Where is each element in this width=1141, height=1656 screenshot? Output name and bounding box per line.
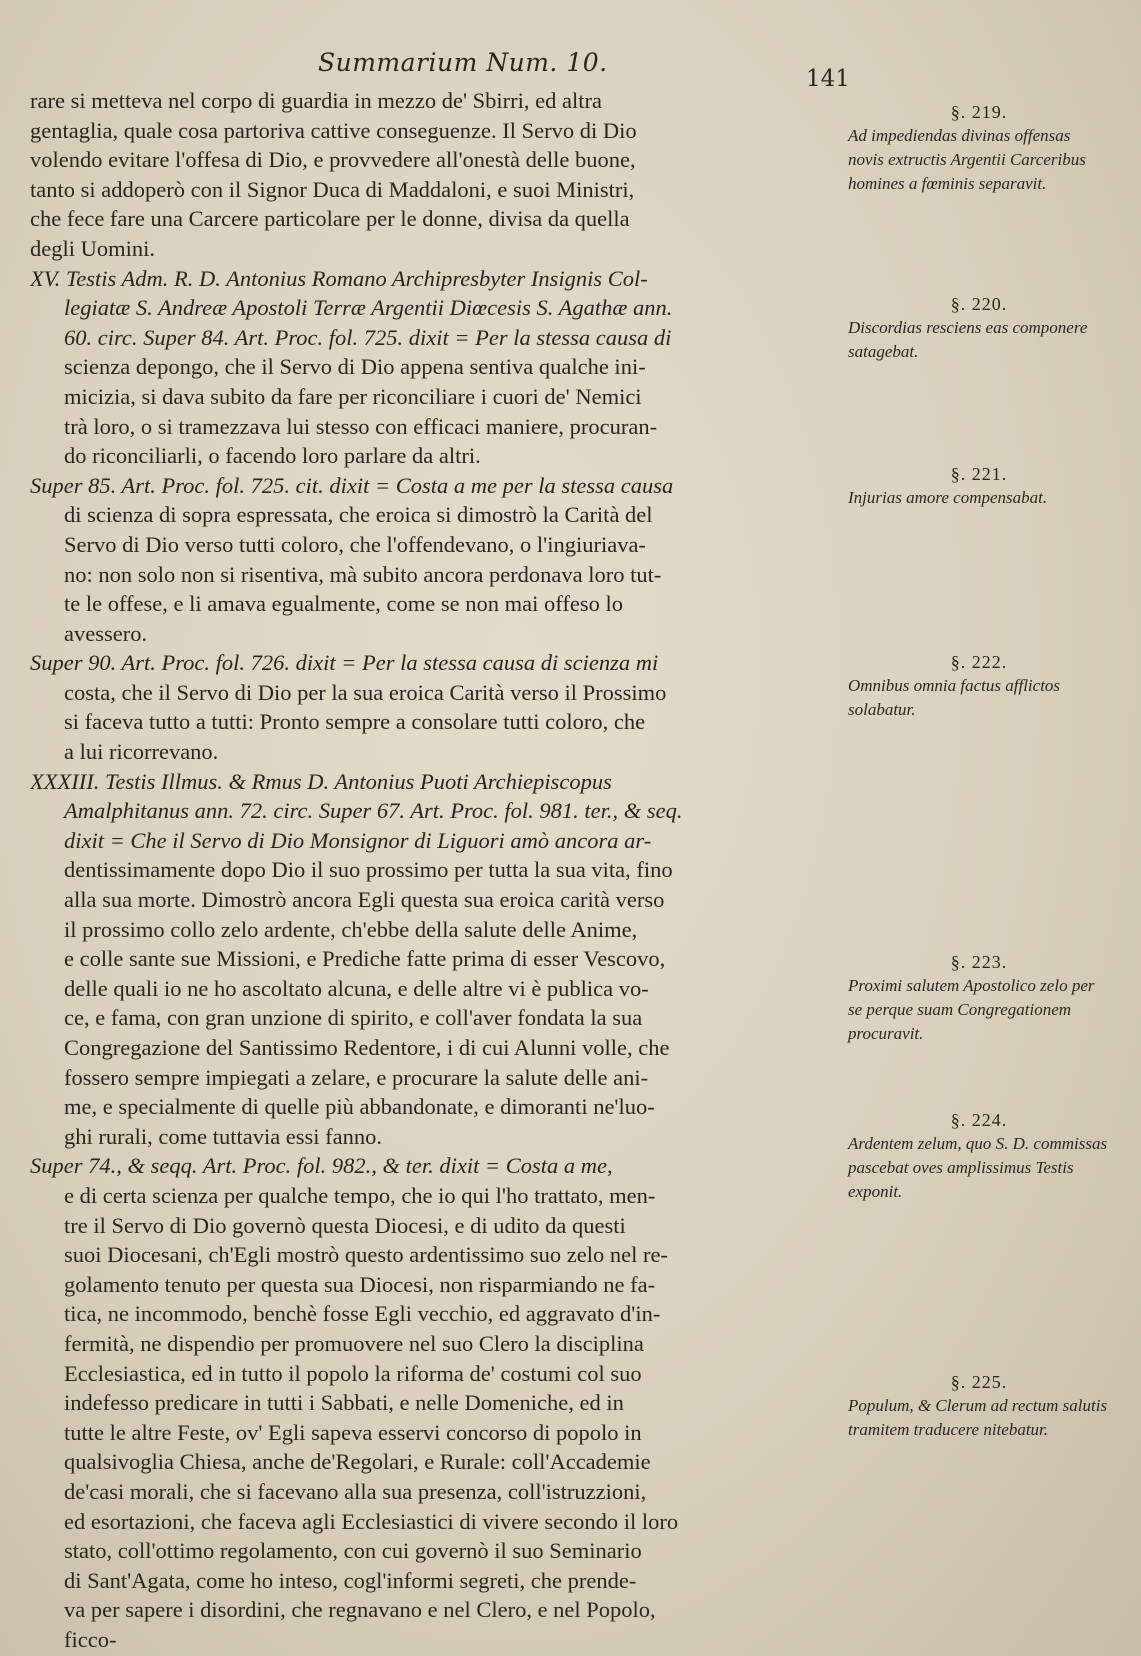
marginal-note — [848, 100, 1110, 196]
text-line: volendo evitare l'offesa di Dio, e provvedere all'onestà delle buone, — [30, 147, 636, 173]
text-line: Super 74., & seqq. Art. Proc. fol. 982., & ter. dixit = Costa a me, — [30, 1153, 613, 1179]
text-line: me, e specialmente di quelle più abbandonate, e dimoranti ne'luo- — [64, 1094, 655, 1120]
text-line: do riconciliarli, o facendo loro parlare da altri. — [64, 443, 481, 469]
text-line: tanto si addoperò con il Signor Duca di Maddaloni, e suoi Ministri, — [30, 176, 635, 202]
text-line: gentaglia, quale cosa partoriva cattive conseguenze. Il Servo di Dio — [30, 117, 637, 143]
marginal-note — [848, 1370, 1110, 1442]
text-line: avessero. — [64, 620, 148, 646]
text-line: e colle sante sue Missioni, e Prediche fatte prima di esser Vescovo, — [64, 946, 666, 972]
section-number: §. 225. — [950, 1372, 1008, 1392]
section-number: §. 219. — [950, 102, 1008, 122]
text-line: tre il Servo di Dio governò questa Diocesi, e di udito da questi — [64, 1212, 626, 1238]
text-line: di scienza di sopra espressata, che eroica si dimostrò la Carità del — [64, 502, 653, 528]
page-number: 141 — [806, 66, 850, 92]
text-line: che fece fare una Carcere particolare per le donne, divisa da quella — [30, 206, 630, 232]
note-text: Populum, & Clerum ad rectum salutis tramitem traducere nitebatur. — [848, 1396, 1108, 1439]
note-text: Injurias amore compensabat. — [848, 488, 1048, 507]
marginal-note — [848, 292, 1110, 364]
section-number: §. 221. — [950, 464, 1008, 484]
text-line: Super 85. Art. Proc. fol. 725. cit. dixit = Costa a me per la stessa causa — [30, 472, 674, 498]
text-line: micizia, si dava subito da fare per riconciliare i cuori de' Nemici — [64, 383, 642, 409]
text-line: rare si metteva nel corpo di guardia in mezzo de' Sbirri, ed altra — [30, 88, 602, 113]
note-text: Discordias resciens eas componere satagebat. — [848, 318, 1088, 361]
main-text-column — [30, 86, 848, 1654]
text-line: delle quali io ne ho ascoltato alcuna, e delle altre vi è publica vo- — [64, 975, 649, 1001]
text-line: trà loro, o si tramezzava lui stesso con efficaci maniere, procuran- — [64, 413, 658, 439]
text-line: Servo di Dio verso tutti coloro, che l'offendevano, o l'ingiuriava- — [64, 531, 646, 557]
text-line: XV. Testis Adm. R. D. Antonius Romano Archipresbyter Insignis Col- — [30, 265, 648, 291]
section-number: §. 220. — [950, 294, 1008, 314]
section-number: §. 223. — [950, 952, 1008, 972]
text-line: tica, ne incommodo, benchè fosse Egli vecchio, ed aggravato d'in- — [64, 1301, 661, 1327]
text-line: il prossimo collo zelo ardente, ch'ebbe della salute delle Anime, — [64, 916, 638, 942]
text-line: costa, che il Servo di Dio per la sua eroica Carità verso il Prossimo — [64, 679, 667, 705]
text-line: a lui ricorrevano. — [64, 739, 219, 765]
text-line: di Sant'Agata, come ho inteso, cogl'informi segreti, che prende- — [64, 1567, 637, 1593]
marginal-note — [848, 950, 1110, 1046]
text-line: alla sua morte. Dimostrò ancora Egli questa sua eroica carità verso — [64, 887, 665, 913]
text-line: Ecclesiastica, ed in tutto il popolo la riforma de' costumi col suo — [64, 1360, 642, 1386]
text-line: e di certa scienza per qualche tempo, che io qui l'ho trattato, men- — [64, 1182, 656, 1208]
text-line: qualsivoglia Chiesa, anche de'Regolari, e Rurale: coll'Accademie — [64, 1449, 651, 1475]
text-line: scienza depongo, che il Servo di Dio appena sentiva qualche ini- — [64, 354, 646, 380]
text-line: va per sapere i disordini, che regnavano e nel Clero, e nel Popolo, — [64, 1597, 656, 1623]
text-line: fermità, ne dispendio per promuovere nel suo Clero la disciplina — [64, 1330, 644, 1356]
note-text: Ardentem zelum, quo S. D. commissas pascebat oves amplissimus Testis exponit. — [848, 1134, 1108, 1201]
text-line: tutte le altre Feste, ov' Egli sapeva esservi concorso di popolo in — [64, 1419, 642, 1445]
text-line: legiatæ S. Andreæ Apostoli Terræ Argentii Diœcesis S. Agathæ ann. — [64, 295, 673, 321]
text-line: suoi Diocesani, ch'Egli mostrò questo ardentissimo suo zelo nel re- — [64, 1242, 668, 1268]
section-number: §. 222. — [950, 652, 1008, 672]
note-text: Omnibus omnia factus afflictos solabatur. — [848, 676, 1061, 719]
text-line: Amalphitanus ann. 72. circ. Super 67. Art. Proc. fol. 981. ter., & seq. — [64, 798, 683, 824]
section-number: §. 224. — [950, 1110, 1008, 1130]
text-line: ce, e fama, con gran unzione di spirito, e coll'aver fondata la sua — [64, 1005, 643, 1031]
text-line: stato, coll'ottimo regolamento, con cui governò il suo Seminario — [64, 1538, 642, 1564]
text-line: ed esortazioni, che faceva agli Ecclesiastici di vivere secondo il loro — [64, 1508, 679, 1534]
marginal-note — [848, 1108, 1110, 1204]
page-header — [0, 48, 1141, 92]
text-line: golamento tenuto per questa sua Diocesi, non risparmiando ne fa- — [64, 1271, 656, 1297]
text-line: ficco- — [64, 1626, 117, 1652]
running-title: Summarium Num. 10. — [318, 48, 608, 77]
text-line: fossero sempre impiegati a zelare, e procurare la salute delle ani- — [64, 1064, 649, 1090]
note-text: Ad impediendas divinas offensas novis extructis Argentii Carceribus homines a fœminis separavit. — [848, 126, 1086, 193]
text-line: indefesso predicare in tutti i Sabbati, e nelle Domeniche, ed in — [64, 1390, 624, 1416]
text-line: te le offese, e li amava egualmente, come se non mai offeso lo — [64, 591, 623, 617]
text-line: Super 90. Art. Proc. fol. 726. dixit = Per la stessa causa di scienza mi — [30, 650, 659, 676]
marginal-note — [848, 650, 1110, 722]
text-line: dentissimamente dopo Dio il suo prossimo per tutta la sua vita, fino — [64, 857, 673, 883]
note-text: Proximi salutem Apostolico zelo per se perque suam Congregationem procuravit. — [848, 976, 1095, 1043]
text-line: degli Uomini. — [30, 235, 155, 261]
text-line: no: non solo non si risentiva, mà subito ancora perdonava loro tut- — [64, 561, 662, 587]
text-line: 60. circ. Super 84. Art. Proc. fol. 725. dixit = Per la stessa causa di — [64, 324, 672, 350]
marginal-note — [848, 462, 1110, 510]
text-line: dixit = Che il Servo di Dio Monsignor di Liguori amò ancora ar- — [64, 827, 652, 853]
text-line: ghi rurali, come tuttavia essi fanno. — [64, 1123, 383, 1149]
text-line: si faceva tutto a tutti: Pronto sempre a consolare tutti coloro, che — [64, 709, 646, 735]
text-line: Congregazione del Santissimo Redentore, i di cui Alunni volle, che — [64, 1035, 670, 1060]
text-line: XXXIII. Testis Illmus. & Rmus D. Antonius Puoti Archiepiscopus — [30, 768, 612, 794]
text-line: de'casi morali, che si facevano alla sua presenza, coll'istruzzioni, — [64, 1478, 647, 1504]
